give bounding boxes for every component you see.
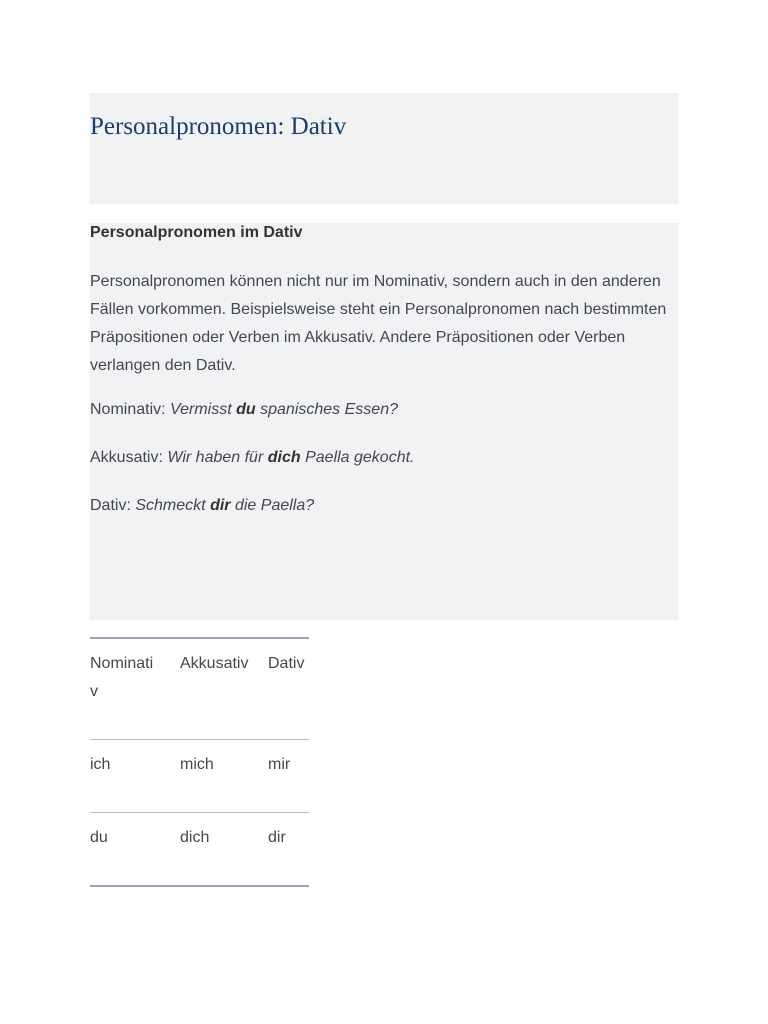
section-paragraph: Personalpronomen können nicht nur im Nominativ, sondern auch in den anderen Fällen vorkommen. Beispielsweise steht ein Personalpronomen nach bestimmten Präpositionen oder Verben im Akkusativ. Andere Präpositionen oder Verben verlangen den Dativ. — [90, 273, 667, 374]
example-text-before: Schmeckt — [135, 497, 206, 514]
example-text-after: die Paella? — [234, 497, 315, 514]
table-cell: du — [90, 829, 108, 846]
example-case-label: Dativ: — [90, 497, 131, 514]
table-row-divider — [90, 812, 309, 813]
example-pronoun: dich — [267, 449, 301, 466]
example-text-after: spanisches Essen? — [260, 401, 398, 418]
title-box — [90, 93, 678, 204]
table-top-rule — [90, 637, 309, 639]
table-cell: mich — [180, 756, 214, 773]
example-nominativ — [90, 401, 398, 419]
table-cell: mir — [268, 756, 291, 773]
table-header-dativ: Dativ — [268, 655, 305, 672]
example-case-label: Akkusativ: — [90, 449, 163, 466]
table-cell: dir — [268, 829, 286, 846]
section-heading: Personalpronomen im Dativ — [90, 224, 303, 241]
table-header-nominativ: Nominativ — [90, 655, 154, 700]
table-row-divider — [90, 739, 309, 740]
content-box — [90, 223, 678, 620]
table-bottom-rule — [90, 885, 309, 887]
page-title: Personalpronomen: Dativ — [90, 113, 347, 140]
example-text-after: Paella gekocht. — [305, 449, 415, 466]
table-cell: ich — [90, 756, 111, 773]
example-pronoun: du — [236, 401, 256, 418]
example-dativ — [90, 497, 314, 515]
table-header-akkusativ: Akkusativ — [180, 655, 249, 672]
example-text-before: Vermisst — [170, 401, 232, 418]
example-text-before: Wir haben für — [167, 449, 264, 466]
table-cell: dich — [180, 829, 210, 846]
example-case-label: Nominativ: — [90, 401, 166, 418]
example-akkusativ — [90, 449, 414, 467]
example-pronoun: dir — [210, 497, 231, 514]
